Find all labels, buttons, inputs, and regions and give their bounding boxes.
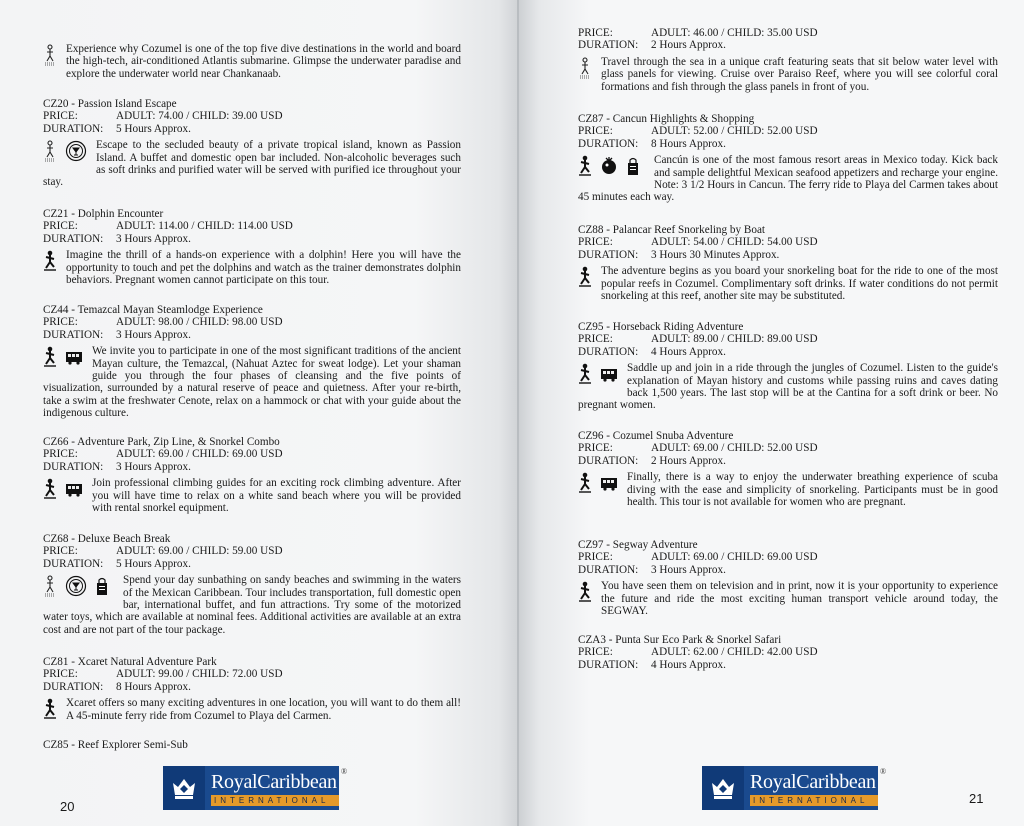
duration-label: DURATION: — [43, 232, 104, 245]
tour-cz95 — [578, 321, 998, 412]
tour-icons — [43, 250, 57, 274]
duration-label: DURATION: — [43, 328, 104, 341]
tour-title: CZ81 - Xcaret Natural Adventure Park — [43, 656, 217, 668]
easy-walk-icon — [43, 140, 57, 162]
tour-description: Saddle up and join in a ride through the jungles of Cozumel. Listen to the guide's explanation of Mayan history and customs while passing ruins and caves dating back 1,500 years. The last stop will be at the Cantina for a soft drink or beer. No pregnant women. — [578, 362, 998, 412]
bus-icon — [65, 346, 83, 368]
duration-label: DURATION: — [578, 345, 639, 358]
duration-label: DURATION: — [578, 658, 639, 671]
price-value: ADULT: 98.00 / CHILD: 98.00 USD — [116, 316, 283, 329]
drink-icon — [65, 575, 87, 597]
tour-icons — [578, 363, 618, 387]
tour-cz85-details — [578, 27, 998, 93]
price-value: ADULT: 99.00 / CHILD: 72.00 USD — [116, 668, 283, 681]
active-walk-icon — [578, 155, 592, 177]
tour-description: Imagine the thrill of a hands-on experience with a dolphin! Here you will have the opportunity to touch and pet the dolphins and watch as the trainer demonstrates dolphin behaviors. Pregnant women cannot participate on this tour. — [66, 249, 461, 287]
price-value: ADULT: 52.00 / CHILD: 52.00 USD — [651, 125, 818, 138]
easy-walk-icon — [43, 575, 57, 597]
duration-value: 2 Hours Approx. — [651, 39, 726, 52]
tour-cz68 — [43, 533, 461, 636]
tour-description: Xcaret offers so many exciting adventures in one location, you will want to do them all! A 45-minute ferry ride from Cozumel to Playa del Carmen. — [66, 697, 461, 722]
bus-icon — [65, 478, 83, 500]
shopping-icon — [95, 575, 109, 597]
tour-icons — [578, 57, 592, 81]
active-walk-icon — [43, 478, 57, 500]
price-label: PRICE: — [43, 545, 78, 558]
active-walk-icon — [578, 266, 592, 288]
price-value: ADULT: 114.00 / CHILD: 114.00 USD — [116, 220, 293, 233]
tour-icons — [43, 346, 83, 370]
price-value: ADULT: 74.00 / CHILD: 39.00 USD — [116, 110, 283, 123]
tour-icons — [578, 581, 592, 605]
price-value: ADULT: 46.00 / CHILD: 35.00 USD — [651, 27, 818, 39]
duration-value: 3 Hours Approx. — [116, 232, 191, 245]
tour-cz81 — [43, 656, 461, 722]
tour-description: You have seen them on television and in print, now it is your opportunity to experience the future and ride the most exciting human transport vehicle around today, the SEGWAY. — [601, 580, 998, 618]
tour-title: CZ20 - Passion Island Escape — [43, 98, 177, 110]
active-walk-icon — [578, 581, 592, 603]
duration-value: 3 Hours Approx. — [116, 460, 191, 473]
price-label: PRICE: — [578, 125, 613, 138]
tour-cz88 — [578, 224, 998, 302]
tour-description: Cancún is one of the most famous resort areas in Mexico today. Kick back and sample delightful Mexican seafood appetizers and recharge your engine. Note: 3 1/2 Hours in Cancun. The ferry ride to Playa del Carmen takes about 45 minutes each way. — [578, 154, 998, 204]
duration-label: DURATION: — [578, 454, 639, 467]
price-label: PRICE: — [43, 316, 78, 329]
active-walk-icon — [43, 250, 57, 272]
intro-text: Experience why Cozumel is one of the top five dive destinations in the world and board the high-tech, air-conditioned Atlantis submarine. Glimpse the underwater paradise and explore the underwater world near Chankanaab. — [66, 43, 461, 80]
intro-icons — [43, 44, 57, 68]
duration-label: DURATION: — [43, 680, 104, 693]
duration-label: DURATION: — [43, 122, 104, 135]
logo-international: INTERNATIONAL — [211, 795, 339, 806]
active-walk-icon — [43, 698, 57, 720]
duration-value: 8 Hours Approx. — [651, 137, 726, 150]
duration-label: DURATION: — [43, 557, 104, 570]
page-number: 21 — [969, 791, 984, 806]
tour-title: CZA3 - Punta Sur Eco Park & Snorkel Safari — [578, 634, 782, 646]
duration-value: 5 Hours Approx. — [116, 122, 191, 135]
price-value: ADULT: 69.00 / CHILD: 59.00 USD — [116, 545, 283, 558]
bus-icon — [600, 363, 618, 385]
tour-title: CZ44 - Temazcal Mayan Steamlodge Experience — [43, 304, 263, 316]
duration-value: 3 Hours Approx. — [116, 328, 191, 341]
intro-block — [43, 43, 461, 80]
royal-caribbean-logo — [702, 766, 878, 810]
tour-title: CZ96 - Cozumel Snuba Adventure — [578, 430, 734, 442]
price-value: ADULT: 62.00 / CHILD: 42.00 USD — [651, 646, 818, 659]
price-value: ADULT: 69.00 / CHILD: 69.00 USD — [651, 551, 818, 564]
bus-icon — [600, 472, 618, 494]
tour-title: CZ97 - Segway Adventure — [578, 539, 698, 551]
right-page — [519, 0, 1024, 826]
tour-description: We invite you to participate in one of the most significant traditions of the ancient Mayan culture, the Temazcal, (Nahuat Aztec for sweat lodge). Let your shaman guide you through the four phases of cleansing and the five points of visualization, surrounded by a natural reserve of peace and quietness. After your re-birth, take a swim at the freshwater Cenote, relax on a hammock or chat with your guide about the indigenous culture. — [43, 345, 461, 420]
price-label: PRICE: — [578, 236, 613, 249]
duration-label: DURATION: — [578, 563, 639, 576]
duration-value: 4 Hours Approx. — [651, 345, 726, 358]
price-value: ADULT: 69.00 / CHILD: 69.00 USD — [116, 448, 283, 461]
easy-walk-icon — [43, 44, 57, 66]
tour-description: Escape to the secluded beauty of a private tropical island, known as Passion Island. A buffet and domestic open bar included. Non-alcoholic beverages such as soft drinks and purified water will be served with purified ice throughout your stay. — [43, 139, 461, 189]
easy-walk-icon — [578, 57, 592, 79]
tour-icons — [43, 575, 109, 599]
duration-label: DURATION: — [578, 39, 639, 52]
price-label: PRICE: — [578, 27, 613, 39]
tour-icons — [578, 472, 618, 496]
tour-cz97 — [578, 539, 998, 617]
tour-cz66 — [43, 436, 461, 514]
tour-icons — [43, 698, 57, 722]
tour-icons — [43, 478, 83, 502]
logo-brand: RoyalCaribbean — [211, 770, 337, 793]
tour-icons — [43, 140, 87, 164]
logo-international: INTERNATIONAL — [750, 795, 878, 806]
tour-cz96 — [578, 430, 998, 508]
registered-mark: ® — [341, 767, 348, 776]
tour-title: CZ85 - Reef Explorer Semi-Sub — [43, 739, 188, 751]
price-label: PRICE: — [43, 110, 78, 123]
food-icon — [600, 155, 618, 177]
tour-title: CZ21 - Dolphin Encounter — [43, 208, 164, 220]
active-walk-icon — [578, 363, 592, 385]
tour-cza3 — [578, 634, 998, 671]
tour-description: Spend your day sunbathing on sandy beaches and swimming in the waters of the Mexican Caribbean. Tour includes transportation, full domestic open bar, international buffet, and fun attractions. Try some of the motorized water toys, which are available at nominal fees. Additional activities are available at an extra cost and are not part of the tour package. — [43, 574, 461, 636]
duration-value: 4 Hours Approx. — [651, 658, 726, 671]
page-number: 20 — [60, 799, 75, 814]
price-label: PRICE: — [578, 551, 613, 564]
tour-cz44 — [43, 304, 461, 420]
duration-value: 3 Hours Approx. — [651, 563, 726, 576]
logo-brand: RoyalCaribbean — [750, 770, 876, 793]
price-label: PRICE: — [43, 220, 78, 233]
drink-icon — [65, 140, 87, 162]
crown-anchor-icon — [702, 766, 744, 810]
price-label: PRICE: — [578, 646, 613, 659]
tour-title: CZ88 - Palancar Reef Snorkeling by Boat — [578, 224, 766, 236]
tour-title: CZ95 - Horseback Riding Adventure — [578, 321, 744, 333]
tour-cz87 — [578, 113, 998, 204]
duration-value: 2 Hours Approx. — [651, 454, 726, 467]
tour-icons — [578, 155, 640, 179]
duration-label: DURATION: — [578, 137, 639, 150]
price-label: PRICE: — [578, 333, 613, 346]
duration-value: 5 Hours Approx. — [116, 557, 191, 570]
tour-title: CZ87 - Cancun Highlights & Shopping — [578, 113, 755, 125]
duration-label: DURATION: — [43, 460, 104, 473]
tour-description: The adventure begins as you board your snorkeling boat for the ride to one of the most popular reefs in Cozumel. Complimentary soft drinks. If water conditions do not permit snorkeling at this reef, another site may be substituted. — [601, 265, 998, 303]
price-label: PRICE: — [43, 448, 78, 461]
duration-value: 8 Hours Approx. — [116, 680, 191, 693]
tour-title: CZ68 - Deluxe Beach Break — [43, 533, 171, 545]
royal-caribbean-logo — [163, 766, 339, 810]
active-walk-icon — [43, 346, 57, 368]
price-value: ADULT: 54.00 / CHILD: 54.00 USD — [651, 236, 818, 249]
price-label: PRICE: — [43, 668, 78, 681]
tour-cz20 — [43, 98, 461, 189]
crown-anchor-icon — [163, 766, 205, 810]
shopping-icon — [626, 155, 640, 177]
tour-title: CZ66 - Adventure Park, Zip Line, & Snorkel Combo — [43, 436, 280, 448]
tour-icons — [578, 266, 592, 290]
tour-description: Travel through the sea in a unique craft featuring seats that sit below water level with glass panels for viewing. Cruise over Paraiso Reef, where you will see colorful coral formations and fish through the glass panels in front of you. — [601, 55, 998, 93]
active-walk-icon — [578, 472, 592, 494]
price-value: ADULT: 89.00 / CHILD: 89.00 USD — [651, 333, 818, 346]
price-label: PRICE: — [578, 442, 613, 455]
tour-description: Finally, there is a way to enjoy the underwater breathing experience of scuba diving with the ease and simplicity of snorkeling. Participants must be in good health. This tour is not available for women who are pregnant. — [627, 471, 998, 509]
tour-cz21 — [43, 208, 461, 286]
tour-description: Join professional climbing guides for an exciting rock climbing adventure. After you will have time to relax on a white sand beach where you will be provided with rental snorkel equipment. — [92, 477, 461, 515]
duration-label: DURATION: — [578, 248, 639, 261]
registered-mark: ® — [880, 767, 887, 776]
price-value: ADULT: 69.00 / CHILD: 52.00 USD — [651, 442, 818, 455]
tour-cz85 — [43, 739, 461, 751]
duration-value: 3 Hours 30 Minutes Approx. — [651, 248, 780, 261]
